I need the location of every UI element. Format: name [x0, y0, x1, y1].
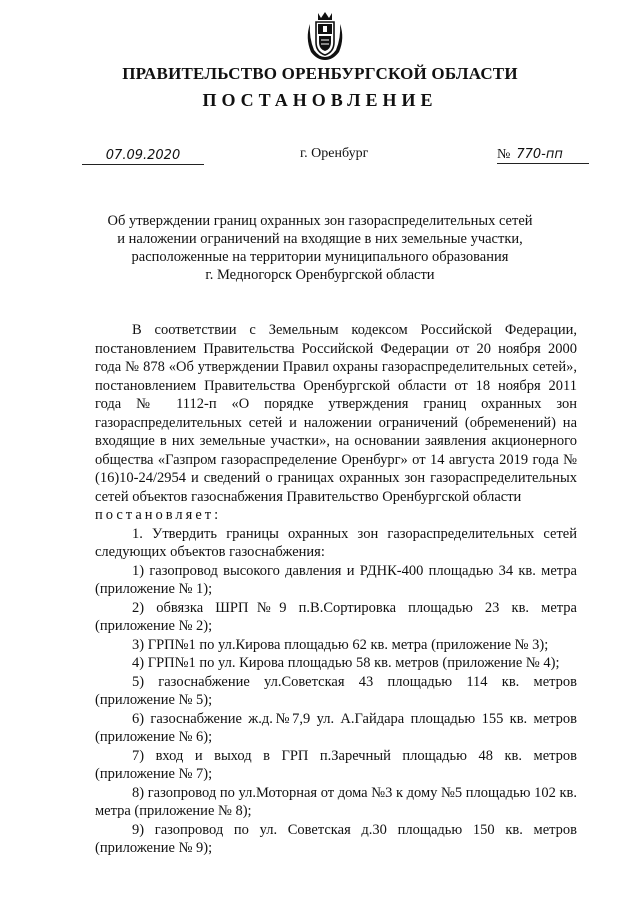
list-item: 8) газопровод по ул.Моторная от дома №3 к дому №5 площадью 102 кв. метра (приложение № 8); — [95, 784, 577, 819]
resolves-line: постановляет: — [95, 507, 222, 523]
document-type: ПОСТАНОВЛЕНИЕ — [202, 90, 438, 110]
subject-line: г. Медногорск Оренбургской области — [205, 267, 435, 283]
list-item: 4) ГРП№1 по ул. Кирова площадью 58 кв. метров (приложение № 4); — [132, 655, 560, 671]
document-subject — [90, 212, 550, 284]
subject-line: Об утверждении границ охранных зон газораспределительных сетей — [107, 213, 533, 229]
list-item: 7) вход и выход в ГРП п.Заречный площадью 48 кв. метров (приложение № 7); — [95, 747, 577, 782]
list-item: 9) газопровод по ул. Советская д.30 площадью 150 кв. метров (приложение № 9); — [95, 821, 577, 856]
subject-line: и наложении ограничений на входящие в них земельные участки, — [117, 231, 523, 247]
document-number: 770-пп — [516, 147, 563, 162]
list-item: 1) газопровод высокого давления и РДНК-400 площадью 34 кв. метра (приложение № 1); — [95, 562, 577, 597]
preamble-paragraph: В соответствии с Земельным кодексом Российской Федерации, постановлением Правительства Российской Федерации от 20 ноября 2000 года № 878 «Об утверждении Правил охраны газораспределительных сетей», постановлением Правительства Оренбургской области от 18 ноября 2011 года № 1112-п «О порядке утверждения границ охранных зон газораспределительных сетей и наложении ограничений (обременений) на входящие в них земельные участки», на основании заявления акционерного общества «Газпром газораспределение Оренбург» от 14 августа 2019 года № (16)10-24/2954 и сведений о границах охранных зон газораспределительных сетей объектов газоснабжения Правительство Оренбургской области — [95, 322, 577, 505]
list-item: 6) газоснабжение ж.д.№7,9 ул. А.Гайдара площадью 155 кв. метров (приложение № 6); — [95, 710, 577, 745]
list-item: 3) ГРП№1 по ул.Кирова площадью 62 кв. метра (приложение № 3); — [132, 636, 549, 653]
government-title: ПРАВИТЕЛЬСТВО ОРЕНБУРГСКОЙ ОБЛАСТИ — [122, 64, 518, 83]
coat-of-arms-icon — [303, 10, 347, 62]
number-label: № — [497, 147, 511, 162]
list-item: 5) газоснабжение ул.Советская 43 площадью 114 кв. метров (приложение № 5); — [95, 673, 577, 708]
document-date: 07.09.2020 — [82, 148, 204, 165]
document-body — [95, 321, 577, 858]
list-item: 2) обвязка ШРП№9 п.В.Сортировка площадью 23 кв. метра (приложение № 2); — [95, 599, 577, 634]
document-number-field — [497, 146, 589, 164]
clause-1: 1. Утвердить границы охранных зон газораспределительных сетей следующих объектов газоснабжения: — [95, 525, 577, 560]
subject-line: расположенные на территории муниципального образования — [131, 249, 509, 265]
document-city: г. Оренбург — [300, 146, 369, 161]
